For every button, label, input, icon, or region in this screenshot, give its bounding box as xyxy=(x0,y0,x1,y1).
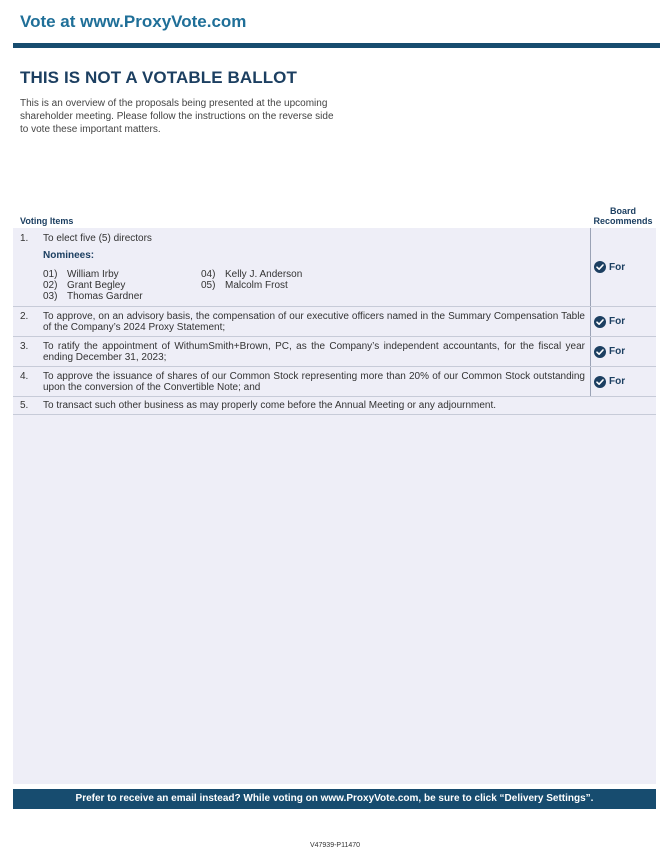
recommendation-cell xyxy=(590,228,657,306)
nominee-number: 02) xyxy=(43,280,58,291)
board-recommends-header xyxy=(588,206,658,226)
recommendation xyxy=(594,261,625,273)
recommendation xyxy=(594,376,625,388)
header-title: Vote at www.ProxyVote.com xyxy=(20,12,247,31)
table-row-1 xyxy=(13,228,656,307)
nominee-2 xyxy=(43,280,125,291)
recommendation-label: For xyxy=(609,376,626,387)
recommendation xyxy=(594,346,625,358)
recommendation-cell xyxy=(590,337,657,366)
recommendation-label: For xyxy=(609,316,626,327)
table-row-4 xyxy=(13,367,656,397)
check-circle-icon xyxy=(594,346,606,358)
item-number: 3. xyxy=(20,341,29,352)
board-label-line2: Recommends xyxy=(593,216,653,226)
recommendation-label: For xyxy=(609,346,626,357)
nominee-number: 05) xyxy=(201,280,216,291)
table-row-3 xyxy=(13,337,656,367)
board-label-line1: Board xyxy=(609,206,636,216)
voting-items-table xyxy=(13,228,656,784)
item-text: To approve, on an advisory basis, the compensation of our executive officers named in the Summary Compensation Table of the Company’s 2024 Proxy Statement; xyxy=(43,311,585,333)
item-text: To ratify the appointment of WithumSmith+Brown, PC, as the Company’s independent accountants, for the fiscal year ending December 31, 2023; xyxy=(43,341,585,363)
nominee-name: William Irby xyxy=(67,269,119,280)
nominees-label: Nominees: xyxy=(43,250,95,261)
nominee-name: Grant Begley xyxy=(67,280,126,291)
intro-text: This is an overview of the proposals being presented at the upcoming shareholder meeting. Please follow the instructions on the reverse side to vote these important matters. xyxy=(20,98,334,135)
check-circle-icon xyxy=(594,316,606,328)
nominee-4 xyxy=(201,269,302,280)
item-text: To approve the issuance of shares of our Common Stock representing more than 20% of our Common Stock outstanding upon the conversion of the Convertible Note; and xyxy=(43,371,585,393)
nominee-number: 04) xyxy=(201,269,216,280)
table-row-2 xyxy=(13,307,656,337)
nominee-3 xyxy=(43,291,143,302)
delivery-settings-banner: Prefer to receive an email instead? While voting on www.ProxyVote.com, be sure to click “Delivery Settings”. xyxy=(13,789,656,809)
nominee-number: 01) xyxy=(43,269,58,280)
check-circle-icon xyxy=(594,261,606,273)
check-circle-icon xyxy=(594,376,606,388)
item-number: 4. xyxy=(20,371,29,382)
item-number: 5. xyxy=(20,400,29,411)
nominee-name: Malcolm Frost xyxy=(225,280,288,291)
page-title: THIS IS NOT A VOTABLE BALLOT xyxy=(20,68,297,87)
header-divider-bar xyxy=(13,43,660,48)
recommendation-label: For xyxy=(609,261,626,273)
item-text: To transact such other business as may properly come before the Annual Meeting or any adjournment. xyxy=(43,400,497,411)
nominee-1 xyxy=(43,269,119,280)
recommendation-cell xyxy=(590,307,657,336)
document-code: V47939-P11470 xyxy=(309,842,361,849)
recommendation-cell xyxy=(590,367,657,396)
table-row-5 xyxy=(13,397,656,415)
nominee-name: Thomas Gardner xyxy=(67,291,143,302)
item-number: 1. xyxy=(20,233,29,244)
nominee-5 xyxy=(201,280,288,291)
nominee-number: 03) xyxy=(43,291,58,302)
nominee-name: Kelly J. Anderson xyxy=(225,269,303,280)
item-number: 2. xyxy=(20,311,29,322)
item-text: To elect five (5) directors xyxy=(43,233,152,244)
voting-items-header: Voting Items xyxy=(20,216,74,226)
recommendation xyxy=(594,316,625,328)
